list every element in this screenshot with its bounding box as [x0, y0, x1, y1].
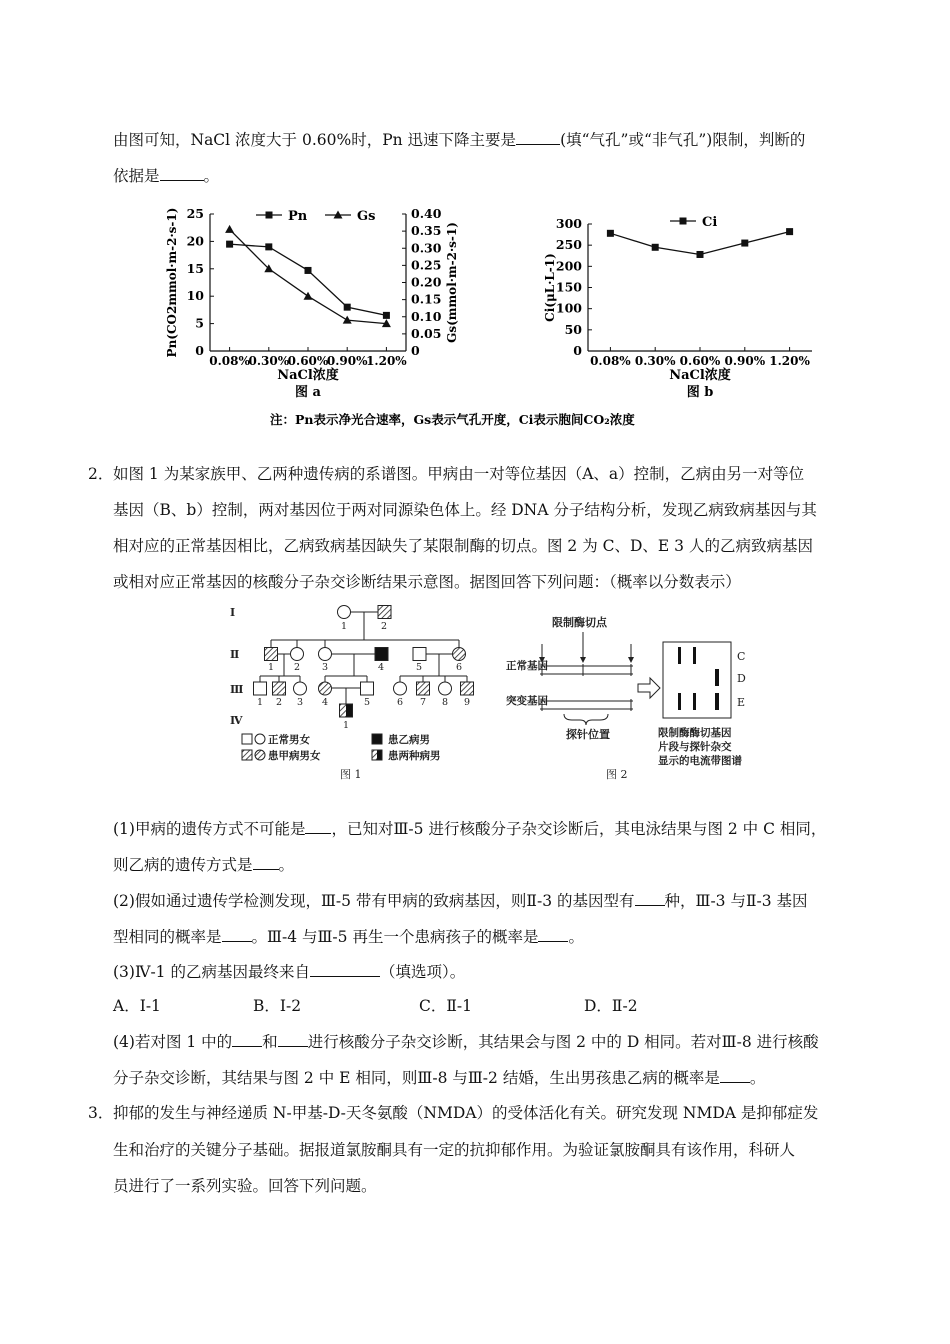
label-II-6: 6: [455, 662, 463, 673]
band-e-1: [678, 693, 681, 710]
x-tick-label: 0.08%: [590, 354, 631, 368]
y-tick-label-right: 0.25: [411, 257, 442, 273]
legend-normal: 正常男女: [268, 734, 310, 746]
q3-line-1: 抑郁的发生与神经递质 N-甲基-D-天冬氨酸（NMDA）的受体活化有关。研究发现 NMDA 是抑郁症发: [113, 1104, 819, 1122]
individual-II-5: [413, 648, 426, 661]
x-axis-label: NaCl浓度: [669, 368, 731, 383]
figure-2-caption: 图 2: [606, 768, 628, 781]
label-II-2: 2: [293, 662, 301, 673]
x-tick-label: 0.30%: [634, 354, 676, 368]
answer-blank: [232, 1030, 262, 1047]
answer-blank: [305, 817, 331, 834]
x-axis-label: NaCl浓度: [277, 368, 339, 383]
y-tick-label-right: 0.20: [411, 274, 442, 290]
y-tick-label: 5: [195, 315, 204, 331]
y-tick-label-right: 0.10: [411, 308, 442, 324]
label-III-5: 5: [363, 697, 371, 708]
individual-II-1: [265, 648, 278, 661]
gen-label-I: Ⅰ: [230, 606, 236, 619]
data-point-Pn: [344, 304, 351, 311]
individual-IV-1: [340, 704, 353, 717]
legend-marker-Pn: [266, 212, 273, 219]
y-tick-label: 10: [186, 288, 204, 304]
y-tick-label: 200: [555, 258, 582, 274]
chart-note: 注：Pn表示净光合速率，Gs表示气孔开度，Ci表示胞间CO₂浓度: [270, 412, 635, 427]
pedigree-figure: [222, 602, 484, 784]
option-c[interactable]: C．Ⅱ-1: [419, 997, 472, 1015]
option-d[interactable]: D．Ⅱ-2: [584, 997, 638, 1015]
hybridization-figure: [500, 614, 768, 784]
y-tick-label: 300: [555, 216, 582, 231]
band-pattern-description: 限制酶酶切基因 片段与探针杂交 显示的电流带图谱: [658, 727, 742, 767]
label-IV-1: 1: [342, 720, 350, 731]
lane-d-label: D: [737, 672, 746, 685]
data-point-Pn: [305, 267, 312, 274]
lane-e-label: E: [737, 696, 746, 709]
label-II-4: 4: [377, 662, 385, 673]
y-tick-label: 250: [555, 237, 582, 253]
label-III-7: 7: [419, 697, 427, 708]
text-line-1: 由图可知，NaCl 浓度大于 0.60%时，Pn 迅速下降主要是 (填“气孔”或“非气孔”)限制，判断的: [113, 128, 805, 151]
question-number-3: 3．: [88, 1104, 114, 1122]
question-number-2: 2．: [88, 465, 114, 483]
subquestion-2-line-1: (2)假如通过遗传学检测发现，Ⅲ-5 带有甲病的致病基因，则Ⅱ-3 的基因型有 种，Ⅲ-3 与Ⅱ-3 基因: [113, 889, 808, 912]
x-tick-label: 0.08%: [209, 354, 250, 368]
y-tick-label: 20: [186, 233, 204, 249]
q3-line-2: 生和治疗的关键分子基础。据报道氯胺酮具有一定的抗抑郁作用。为验证氯胺酮具有该作用，科研人: [113, 1141, 796, 1159]
chart-a: [165, 206, 459, 400]
y-axis-label: Ci(μL·L-1): [543, 253, 557, 322]
legend-both-diseases: 患两种病男: [388, 750, 441, 762]
option-b[interactable]: B．Ⅰ-2: [253, 997, 302, 1015]
band-e-3: [715, 693, 719, 710]
subquestion-1-line-2: 则乙病的遗传方式是 。: [113, 853, 294, 876]
label-III-3: 3: [296, 697, 304, 708]
y-tick-label-right: 0.40: [411, 206, 442, 221]
q2-line-2: 基因（B、b）控制，两对基因位于两对同源染色体上。经 DNA 分子结构分析，发现乙病致病基因与其: [113, 501, 817, 519]
legend-disease-jia: 患甲病男女: [268, 750, 321, 762]
label-III-1: 1: [256, 697, 264, 708]
y-tick-label-right: 0.05: [411, 325, 442, 341]
label-II-5: 5: [415, 662, 423, 673]
data-point-Pn: [383, 312, 390, 319]
data-point-Gs: [304, 292, 313, 300]
series-line-Gs: [230, 229, 387, 323]
probe-position-label: 探针位置: [566, 728, 610, 741]
individual-II-6: [453, 648, 466, 661]
text-line-2: 依据是 。: [113, 164, 219, 187]
y-axis-label: Pn(CO2mmol·m-2·s-1): [165, 207, 179, 358]
individual-II-3: [319, 648, 332, 661]
lane-c-label: C: [737, 650, 746, 663]
individual-III-5: [361, 682, 374, 695]
individual-III-4: [319, 682, 332, 695]
answer-blank: [160, 164, 204, 181]
x-tick-label: 1.20%: [366, 354, 407, 368]
y-tick-label: 100: [555, 300, 582, 316]
chart-b: [543, 215, 812, 400]
pedigree-legend: [242, 733, 441, 762]
gen-label-III: Ⅲ: [230, 683, 244, 696]
gen-label-II: Ⅱ: [230, 648, 240, 661]
y-tick-label-right: 0.15: [411, 291, 442, 307]
x-tick-label: 0.30%: [248, 354, 290, 368]
data-point-Ci: [652, 244, 659, 251]
individual-III-7: [417, 682, 430, 695]
y-tick-label: 25: [186, 206, 204, 221]
y-tick-label-right: 0.30: [411, 240, 442, 256]
y-tick-label-right: 0.35: [411, 223, 442, 239]
chart-title: 图 b: [686, 385, 714, 400]
subquestion-1-line-1: (1)甲病的遗传方式不可能是 ，已知对Ⅲ-5 进行核酸分子杂交诊断后，其电泳结果与图 2 中 C 相同，: [113, 817, 826, 840]
option-a[interactable]: A．Ⅰ-1: [113, 997, 161, 1015]
label-II-3: 3: [321, 662, 329, 673]
subquestion-2-line-2: 型相同的概率是 。Ⅲ-4 与Ⅲ-5 再生一个患病孩子的概率是 。: [113, 925, 584, 948]
subquestion-4-line-2: 分子杂交诊断，其结果与图 2 中 E 相同，则Ⅲ-8 与Ⅲ-2 结婚，生出男孩患乙病的概率是 。: [113, 1066, 765, 1089]
cut-site-label: 限制酶切点: [552, 616, 607, 629]
q3-line-3: 员进行了一系列实验。回答下列问题。: [113, 1177, 377, 1195]
data-point-Pn: [265, 243, 272, 250]
individual-III-2: [273, 682, 286, 695]
x-tick-label: 0.90%: [724, 354, 766, 368]
y-axis-label-right: Gs(mmol·m-2·s-1): [445, 222, 459, 343]
data-point-Ci: [607, 230, 614, 237]
band-d: [715, 669, 719, 686]
individual-III-9: [461, 682, 474, 695]
label-III-8: 8: [441, 697, 449, 708]
legend-marker-Ci: [680, 218, 687, 225]
label-III-6: 6: [396, 697, 404, 708]
answer-blank: [278, 1030, 308, 1047]
label-I-1: 1: [340, 621, 348, 632]
y-tick-label: 50: [564, 321, 582, 337]
x-tick-label: 0.90%: [326, 354, 368, 368]
individual-II-2: [291, 648, 304, 661]
gen-label-IV: Ⅳ: [230, 714, 243, 727]
chart-title: 图 a: [295, 385, 321, 400]
subquestion-4-line-1: (4)若对图 1 中的 和 进行核酸分子杂交诊断，其结果会与图 2 中的 D 相同。若对Ⅲ-8 进行核酸: [113, 1030, 819, 1053]
x-tick-label: 0.60%: [679, 354, 721, 368]
band-e-2: [693, 693, 696, 710]
data-point-Ci: [786, 228, 793, 235]
answer-blank: [516, 128, 560, 145]
answer-blank: [310, 960, 380, 977]
individual-III-1: [254, 682, 267, 695]
y-tick-label: 0: [195, 343, 204, 358]
band-c-1: [678, 647, 681, 664]
y-tick-label: 0: [573, 343, 582, 358]
individual-III-8: [439, 682, 452, 695]
answer-blank: [538, 925, 568, 942]
label-III-4: 4: [321, 697, 329, 708]
q2-line-4: 或相对应正常基因的核酸分子杂交诊断结果示意图。据图回答下列问题：（概率以分数表示）: [113, 573, 741, 591]
data-point-Gs: [343, 316, 352, 324]
normal-gene-label: 正常基因: [506, 660, 548, 672]
label-II-1: 1: [267, 662, 275, 673]
legend-disease-yi: 患乙病男: [388, 734, 430, 746]
answer-blank: [720, 1066, 750, 1083]
individual-I-2: [378, 606, 391, 619]
legend-label-Gs: Gs: [357, 209, 376, 224]
data-point-Ci: [697, 251, 704, 258]
figure-1-caption: 图 1: [340, 768, 362, 781]
label-I-2: 2: [380, 621, 388, 632]
x-tick-label: 0.60%: [287, 354, 329, 368]
individual-I-1: [338, 606, 351, 619]
individual-II-4: [375, 648, 388, 661]
individual-III-3: [294, 682, 307, 695]
individual-III-6: [394, 682, 407, 695]
data-point-Pn: [226, 241, 233, 248]
y-tick-label-right: 0: [411, 343, 420, 358]
q2-line-1: 如图 1 为某家族甲、乙两种遗传病的系谱图。甲病由一对等位基因（A、a）控制，乙病由另一对等位: [113, 465, 805, 483]
answer-blank: [635, 889, 665, 906]
series-line-Pn: [230, 244, 387, 315]
y-tick-label: 15: [186, 260, 204, 276]
x-tick-label: 1.20%: [769, 354, 810, 368]
mutant-gene-label: 突变基因: [506, 695, 548, 707]
y-tick-label: 150: [555, 279, 582, 295]
label-III-2: 2: [275, 697, 283, 708]
legend-label-Ci: Ci: [702, 215, 718, 230]
label-III-9: 9: [463, 697, 471, 708]
band-c-2: [693, 647, 696, 664]
q2-line-3: 相对应的正常基因相比，乙病致病基因缺失了某限制酶的切点。图 2 为 C、D、E 3 人的乙病致病基因: [113, 537, 813, 555]
answer-blank: [253, 853, 279, 870]
data-point-Ci: [741, 240, 748, 247]
salinity-charts: [160, 196, 820, 436]
legend-label-Pn: Pn: [288, 209, 308, 224]
subquestion-3-line: (3)Ⅳ-1 的乙病基因最终来自 （填选项）。: [113, 960, 465, 983]
answer-blank: [222, 925, 252, 942]
data-point-Gs: [225, 225, 234, 233]
